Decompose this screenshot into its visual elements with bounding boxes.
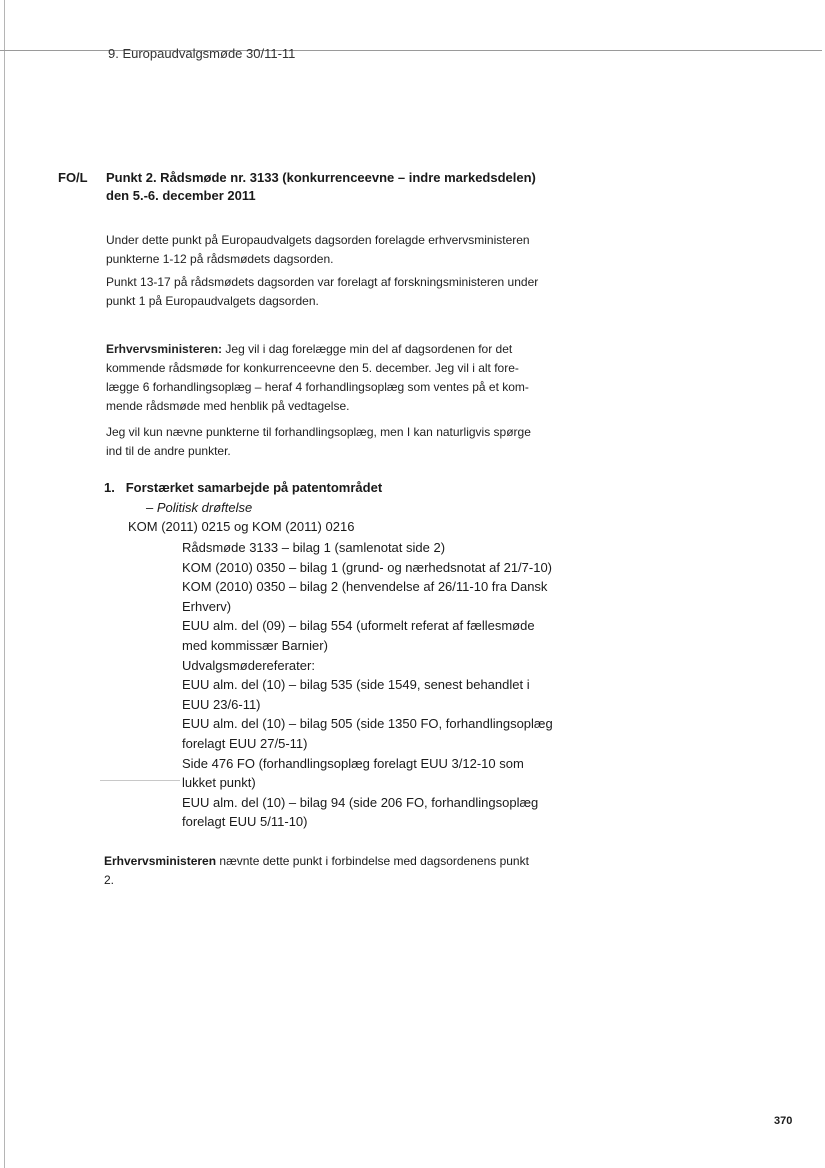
speech-line: kommende rådsmøde for konkurrenceevne den 5. december. Jeg vil i alt fore- — [106, 361, 519, 375]
punkt-title-line-2: den 5.-6. december 2011 — [106, 188, 256, 203]
reference-line: EUU alm. del (10) – bilag 94 (side 206 FO, forhandlingsoplæg — [182, 794, 539, 810]
reference-line: Side 476 FO (forhandlingsoplæg forelagt EUU 3/12-10 som — [182, 755, 524, 771]
closing-speaker: Erhvervsministeren — [104, 854, 217, 868]
reference-line: lukket punkt) — [182, 775, 256, 791]
speech-line: lægge 6 forhandlingsoplæg – heraf 4 forhandlingsoplæg som ventes på et kom- — [106, 380, 529, 394]
intro-line: punkterne 1-12 på rådsmødets dagsorden. — [106, 252, 334, 266]
reference-line: EUU 23/6-11) — [182, 696, 261, 712]
closing-line-2: 2. — [104, 873, 115, 887]
intro-line: Under dette punkt på Europaudvalgets dagsorden forelagde erhvervsministeren — [106, 233, 530, 247]
reference-line: EUU alm. del (09) – bilag 554 (uformelt referat af fællesmøde — [182, 618, 535, 634]
reference-line: EUU alm. del (10) – bilag 535 (side 1549, senest behandlet i — [182, 677, 530, 693]
reference-line: KOM (2010) 0350 – bilag 1 (grund- og nærhedsnotat af 21/7-10) — [182, 559, 553, 575]
reference-line: forelagt EUU 27/5-11) — [182, 735, 308, 751]
agenda-item-heading — [104, 480, 382, 495]
scan-artifact-line — [100, 780, 180, 781]
item-kom-reference: KOM (2011) 0215 og KOM (2011) 0216 — [128, 519, 355, 534]
minister-speech — [106, 340, 529, 416]
closing-line — [104, 852, 529, 871]
reference-list — [182, 538, 553, 832]
speech-text: Jeg vil i dag forelægge min del af dagsordenen for det — [222, 342, 513, 356]
meeting-header: 9. Europaudvalgsmøde 30/11-11 — [108, 46, 296, 61]
reference-line: Rådsmøde 3133 – bilag 1 (samlenotat side 2) — [182, 540, 446, 555]
reference-line: forelagt EUU 5/11-10) — [182, 814, 308, 830]
punkt-title-line-1: Punkt 2. Rådsmøde nr. 3133 (konkurrenceevne – indre markedsdelen) — [106, 170, 536, 185]
speech-line — [106, 340, 529, 359]
side-label: FO/L — [58, 170, 88, 185]
speech2-line: Jeg vil kun nævne punkterne til forhandlingsoplæg, men I kan naturligvis spørge — [106, 425, 531, 439]
minister-speech-2 — [106, 423, 531, 461]
speech-line: mende rådsmøde med henblik på vedtagelse. — [106, 399, 350, 413]
item-number: 1. — [104, 480, 115, 495]
intro-paragraph — [106, 231, 530, 269]
reference-line: med kommissær Barnier) — [182, 637, 328, 653]
reference-line: EUU alm. del (10) – bilag 505 (side 1350 FO, forhandlingsoplæg — [182, 716, 553, 732]
speaker-name: Erhvervsministeren: — [106, 342, 223, 356]
reference-line: KOM (2010) 0350 – bilag 2 (henvendelse af 26/11-10 fra Dansk — [182, 579, 548, 595]
intro2-line: punkt 1 på Europaudvalgets dagsorden. — [106, 294, 319, 308]
left-margin-line — [4, 0, 5, 1168]
closing-text: nævnte dette punkt i forbindelse med dagsordenens punkt — [216, 854, 529, 868]
reference-line: Udvalgsmødereferater: — [182, 657, 315, 673]
reference-line: Erhverv) — [182, 598, 232, 614]
page-number: 370 — [774, 1115, 793, 1127]
item-subtitle: – Politisk drøftelse — [146, 500, 253, 515]
intro-paragraph-2 — [106, 273, 538, 311]
intro2-line: Punkt 13-17 på rådsmødets dagsorden var forelagt af forskningsministeren under — [106, 275, 539, 289]
speech2-line: ind til de andre punkter. — [106, 444, 231, 458]
closing-paragraph — [104, 852, 529, 890]
item-title: Forstærket samarbejde på patentområdet — [125, 480, 383, 495]
